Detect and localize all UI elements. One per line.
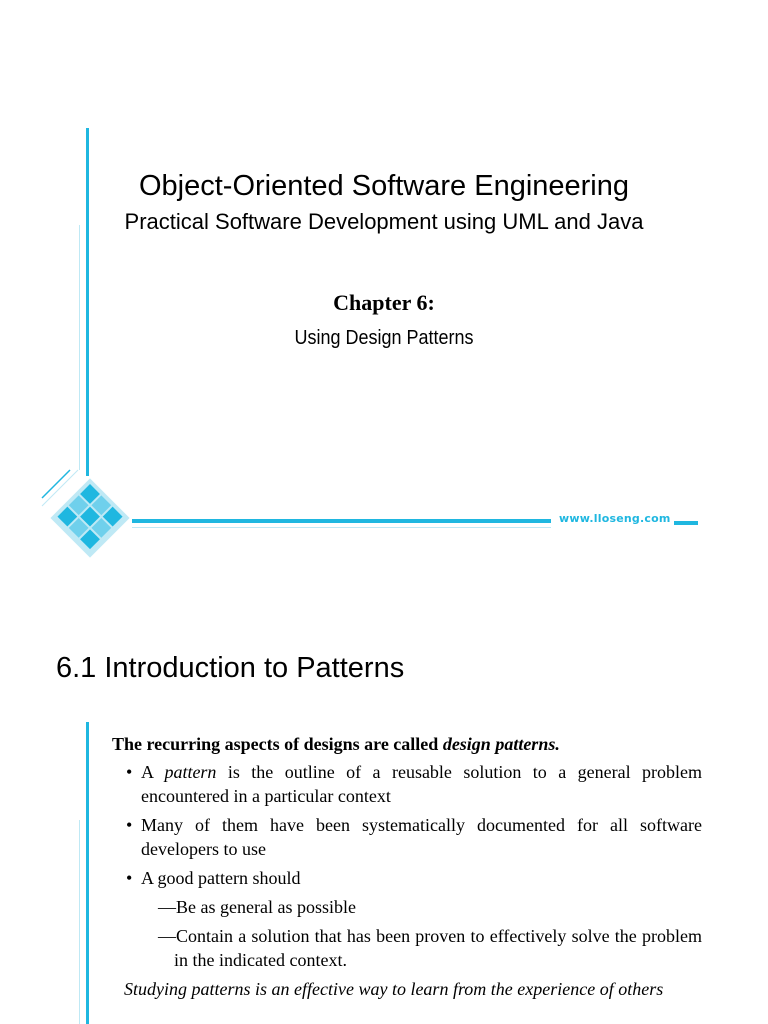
diamond-logo-icon: [40, 468, 140, 568]
sub-bullet-item: —Contain a solution that has been proven to effectively solve the problem in the indicated context.: [158, 926, 702, 970]
lead-emphasis: design patterns.: [442, 734, 560, 754]
slide-title: Object-Oriented Software Engineering: [138, 170, 630, 202]
decorative-horizontal-line: [132, 519, 551, 523]
decorative-vertical-line: [86, 722, 89, 1024]
content-slide: [0, 580, 768, 1024]
website-url: www.lloseng.com: [559, 512, 671, 525]
section-title: 6.1 Introduction to Patterns: [56, 652, 405, 684]
bullet-text-rest: is the outline of a reusable solution to a general problem encountered in a particular context: [141, 762, 702, 806]
bullet-text: Many of them have been systematically documented for all software developers to use: [141, 815, 702, 859]
bullet-emphasis: pattern: [164, 762, 217, 782]
bullet-text-prefix: A: [141, 762, 165, 782]
bullet-item: [112, 866, 702, 890]
sub-bullet-item: —Be as general as possible: [158, 897, 356, 917]
bullet-item: [112, 813, 702, 861]
slide-subtitle: Practical Software Development using UML and Java: [124, 209, 644, 234]
decorative-line-end: [674, 521, 698, 525]
chapter-subtitle: Using Design Patterns: [294, 327, 474, 349]
bullet-icon: •: [126, 762, 133, 782]
closing-statement: Studying patterns is an effective way to learn from the experience of others: [124, 979, 664, 999]
bullet-text: A good pattern should: [141, 868, 301, 888]
slide-body: [112, 732, 702, 1001]
bullet-icon: •: [126, 815, 133, 835]
decorative-thin-vertical-line: [79, 820, 80, 1024]
lead-prefix: The recurring aspects of designs are called: [112, 734, 443, 754]
bullet-item: [112, 760, 702, 808]
lead-sentence: [112, 732, 702, 756]
decorative-thin-horizontal-line: [132, 527, 551, 528]
bullet-icon: •: [126, 868, 133, 888]
chapter-heading: Chapter 6:: [333, 290, 435, 315]
